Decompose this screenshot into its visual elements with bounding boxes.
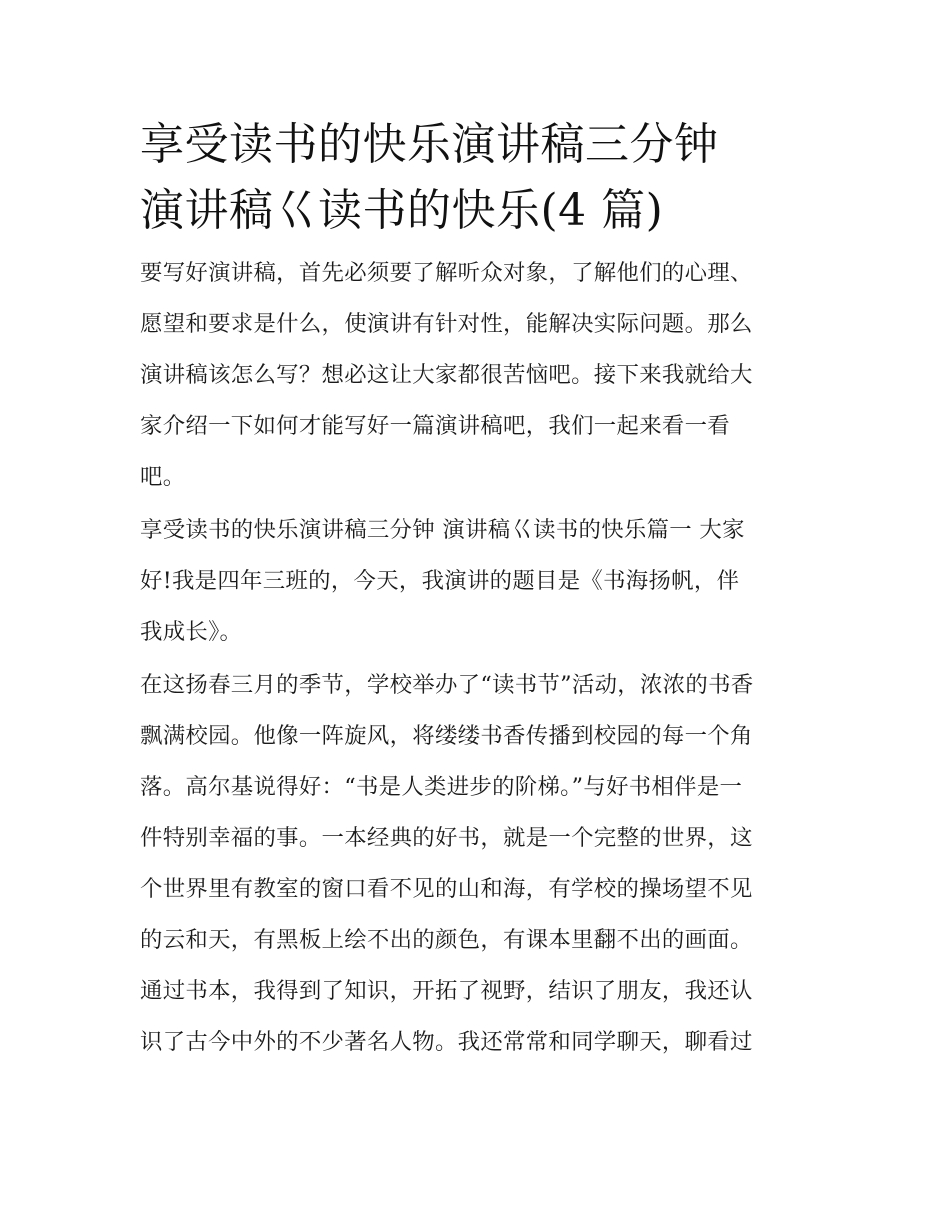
text-line: 飘满校园。他像一阵旋风，将缕缕书香传播到校园的每一个角: [140, 723, 753, 749]
text-line: 享受读书的快乐演讲稿三分钟 演讲稿巜读书的快乐篇一 大家: [140, 517, 745, 543]
paragraph-intro: [140, 248, 820, 503]
text-line: 吧。: [140, 464, 186, 490]
document-title: [140, 112, 820, 244]
text-line: 的云和天，有黑板上绘不出的颜色，有课本里翻不出的画面。: [140, 927, 753, 953]
text-line: 通过书本，我得到了知识，开拓了视野，结识了朋友，我还认: [140, 978, 753, 1004]
text-line: 个世界里有教室的窗口看不见的山和海，有学校的操场望不见: [140, 876, 753, 902]
paragraph-reading-festival: [140, 660, 820, 1068]
text-line: 在这扬春三月的季节，学校举办了“读书节”活动，浓浓的书香: [140, 672, 754, 698]
text-line: 好!我是四年三班的，今天，我演讲的题目是《书海扬帆，伴: [140, 568, 740, 594]
text-line: 落。高尔基说得好：“书是人类进步的阶梯。”与好书相伴是一: [140, 774, 743, 800]
paragraph-speech-opening: [140, 505, 820, 658]
text-line: 识了古今中外的不少著名人物。我还常常和同学聊天，聊看过: [140, 1029, 753, 1055]
title-line-2: 演讲稿巜读书的快乐(4 篇): [140, 185, 664, 236]
text-line: 我成长》。: [140, 619, 243, 645]
document-content: [140, 112, 820, 1068]
text-line: 件特别幸福的事。一本经典的好书，就是一个完整的世界，这: [140, 825, 753, 851]
title-line-1: 享受读书的快乐演讲稿三分钟: [140, 119, 719, 170]
text-line: 要写好演讲稿，首先必须要了解听众对象，了解他们的心理、: [140, 260, 753, 286]
text-line: 愿望和要求是什么，使演讲有针对性，能解决实际问题。那么: [140, 311, 753, 337]
text-line: 演讲稿该怎么写？想必这让大家都很苦恼吧。接下来我就给大: [140, 362, 753, 388]
text-line: 家介绍一下如何才能写好一篇演讲稿吧，我们一起来看一看: [140, 413, 730, 439]
